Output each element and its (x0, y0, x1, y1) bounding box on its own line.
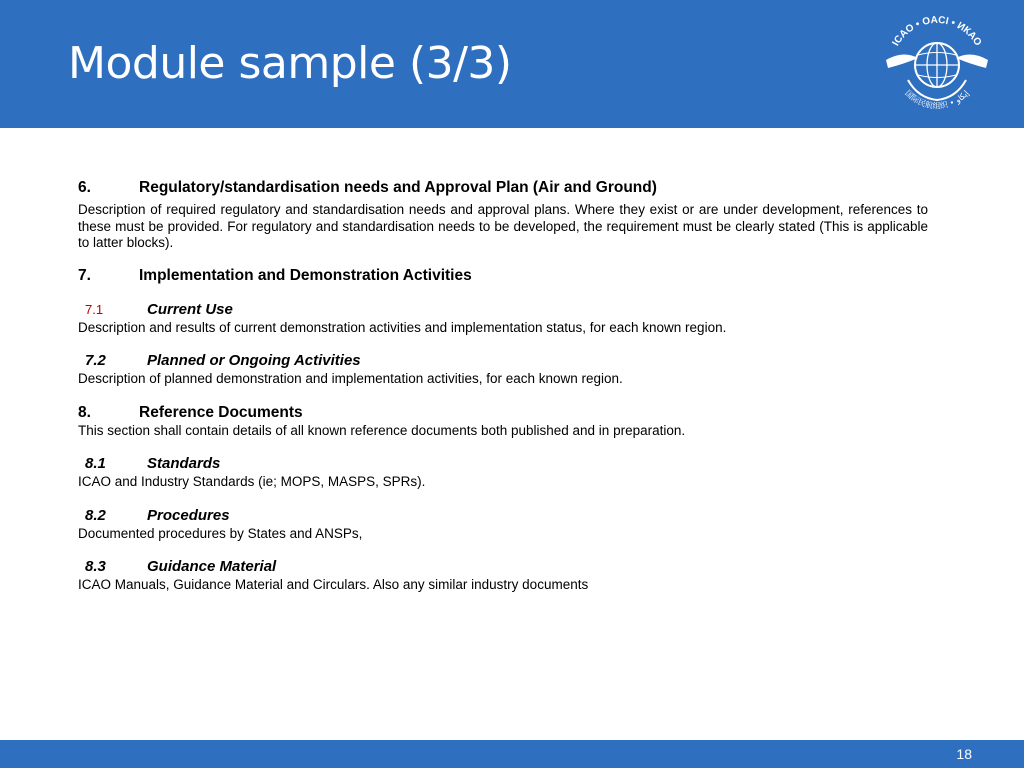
subsection-heading: 7.2 Planned or Ongoing Activities (85, 352, 361, 369)
section-heading: 7. Implementation and Demonstration Activities (78, 266, 472, 284)
footer-bar (0, 740, 1024, 768)
header-bar (0, 0, 1024, 128)
subsection-text: Description of planned demonstration and implementation activities, for each known region. (78, 371, 623, 386)
section-heading: 6. Regulatory/standardisation needs and Approval Plan (Air and Ground) (78, 179, 657, 196)
subsection-heading: 8.1 Standards (85, 455, 221, 472)
subsection-text: Documented procedures by States and ANSPs, (78, 525, 363, 541)
subsection-text: ICAO and Industry Standards (ie; MOPS, MASPS, SPRs). (78, 474, 426, 489)
svg-text:国际民航组织 • إيكاو: 国际民航组织 • إيكاو (903, 88, 971, 111)
subsection-heading: 8.2 Procedures (85, 506, 230, 524)
subsection-heading: 7.1 Current Use (85, 300, 233, 318)
svg-text:ICAO • OACI • ИКАО: ICAO • OACI • ИКАО (890, 14, 984, 49)
document-body (78, 178, 928, 594)
subsection-text: Description and results of current demonstration activities and implementation status, for each known region. (78, 319, 727, 335)
slide-title: Module sample (3/3) (68, 38, 512, 89)
section-heading: 8. Reference Documents (78, 403, 303, 421)
subsection-heading: 8.3 Guidance Material (85, 558, 277, 575)
section-text: Description of required regulatory and standardisation needs and approval plans. Where they exist or are under development, references to these must be provided. For regulatory and standardisation needs to be developed, the requirement must be clearly stated (This is applicable to latter blocks). (78, 202, 928, 250)
section-text: This section shall contain details of all known reference documents both published and in preparation. (78, 422, 686, 438)
subsection-text: ICAO Manuals, Guidance Material and Circulars. Also any similar industry documents (78, 577, 589, 592)
icao-logo (878, 10, 996, 120)
page-number: 18 (956, 746, 972, 762)
